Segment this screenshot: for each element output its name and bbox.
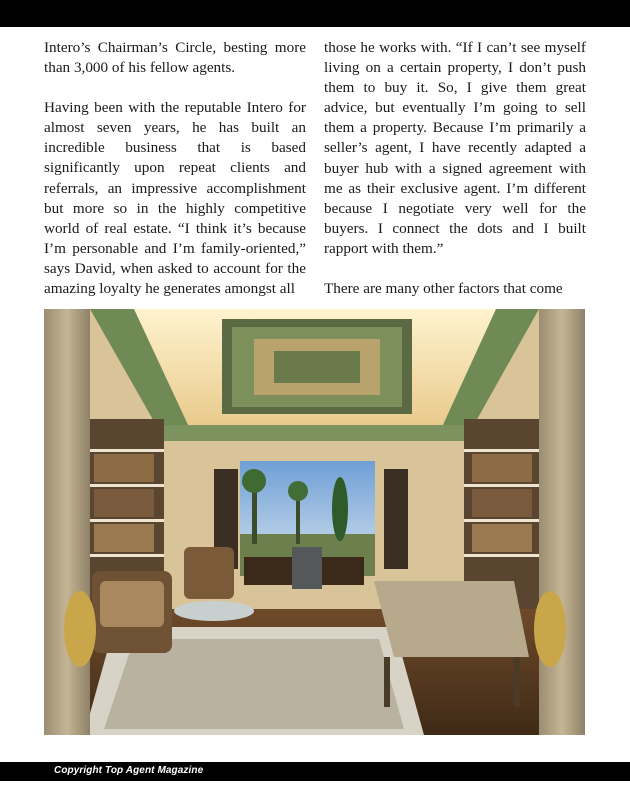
left-paragraph-1: Intero’s Chairman’s Circle, besting more than 3,000 of his fellow agents.: [44, 39, 306, 77]
right-paragraph-1: those he works with. “If I can’t see myself living on a certain property, I don’t push them to buy it. So, I give them great advice, but eventually I’m going to sell them a property. Because I’m primarily a seller’s agent, I have recently adapted a buyer hub with a signed agreement with me as their exclusive agent. I’m different because I negotiate very well for the buyers. I connect the dots and I built rapport with them.”: [324, 39, 586, 257]
left-paragraph-2: Having been with the reputable Intero for almost seven years, he has built an incredible business that is based significantly upon repeat clients and referrals, an impressive accomplishment but more so in the highly competitive world of real estate. “I think it’s because I’m personable and I’m family-oriented,” says David, when asked to account for the amazing loyalty he generates amongst all: [44, 99, 306, 298]
copyright-text: Copyright Top Agent Magazine: [54, 765, 204, 776]
top-bar: [0, 0, 630, 27]
library-office-photo: [44, 309, 585, 735]
article-right-column: [324, 38, 586, 319]
footer-bar: [0, 762, 630, 781]
article-left-column: [44, 38, 306, 319]
right-paragraph-2: There are many other factors that come: [324, 280, 563, 298]
